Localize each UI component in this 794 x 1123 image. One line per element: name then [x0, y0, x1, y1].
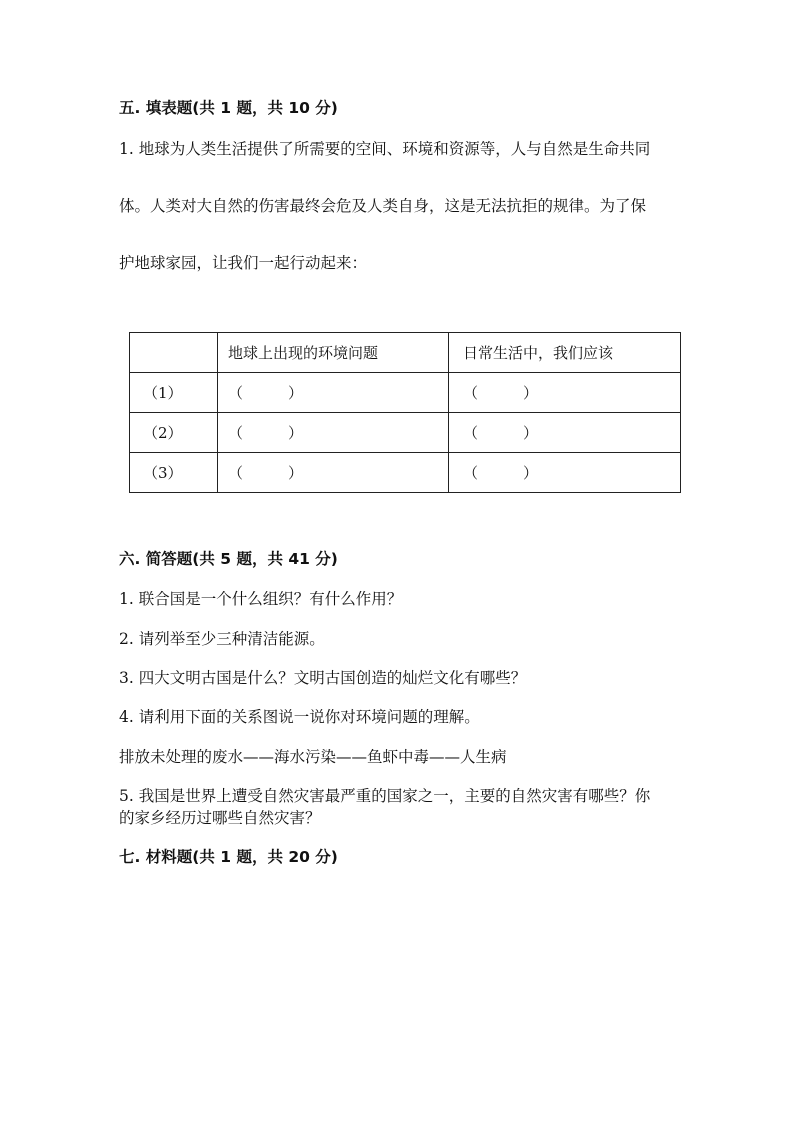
short-answer-question-3: 3. 四大文明古国是什么？文明古国创造的灿烂文化有哪些？	[119, 669, 527, 687]
answer-blank-cell[interactable]: （ ）	[218, 453, 449, 493]
answer-blank-cell[interactable]: （ ）	[218, 373, 449, 413]
row-number-cell: （3）	[130, 453, 218, 493]
table-row	[130, 413, 681, 453]
short-answer-question-4: 4. 请利用下面的关系图说一说你对环境问题的理解。	[119, 708, 480, 726]
relationship-chain: 排放未处理的废水——海水污染——鱼虾中毒——人生病	[119, 748, 507, 766]
table-header-row	[130, 333, 681, 373]
short-answer-question-5-line-2: 的家乡经历过哪些自然灾害？	[119, 809, 321, 827]
answer-blank-cell[interactable]: （ ）	[449, 453, 681, 493]
table-row	[130, 373, 681, 413]
short-answer-question-1: 1. 联合国是一个什么组织？有什么作用？	[119, 590, 403, 608]
answer-blank-cell[interactable]: （ ）	[449, 373, 681, 413]
fill-table-question-line-1: 1. 地球为人类生活提供了所需要的空间、环境和资源等，人与自然是生命共同	[119, 140, 651, 158]
answer-blank-cell[interactable]: （ ）	[218, 413, 449, 453]
short-answer-question-2: 2. 请列举至少三种清洁能源。	[119, 630, 325, 648]
table-row	[130, 453, 681, 493]
answer-blank-cell[interactable]: （ ）	[449, 413, 681, 453]
short-answer-question-5-line-1: 5. 我国是世界上遭受自然灾害最严重的国家之一，主要的自然灾害有哪些？你	[119, 787, 651, 805]
section-5-heading: 五. 填表题(共 1 题，共 10 分)	[119, 99, 338, 117]
fill-table-question-line-2: 体。人类对大自然的伤害最终会危及人类自身，这是无法抗拒的规律。为了保	[119, 197, 647, 215]
table-header-cell: 日常生活中，我们应该	[449, 333, 681, 373]
row-number-cell: （2）	[130, 413, 218, 453]
table-header-cell: 地球上出现的环境问题	[218, 333, 449, 373]
row-number-cell: （1）	[130, 373, 218, 413]
table-header-cell	[130, 333, 218, 373]
fill-table-question-line-3: 护地球家园，让我们一起行动起来：	[119, 254, 368, 272]
fill-in-table	[129, 332, 681, 493]
section-7-heading: 七. 材料题(共 1 题，共 20 分)	[119, 848, 338, 866]
section-6-heading: 六. 简答题(共 5 题，共 41 分)	[119, 550, 338, 568]
